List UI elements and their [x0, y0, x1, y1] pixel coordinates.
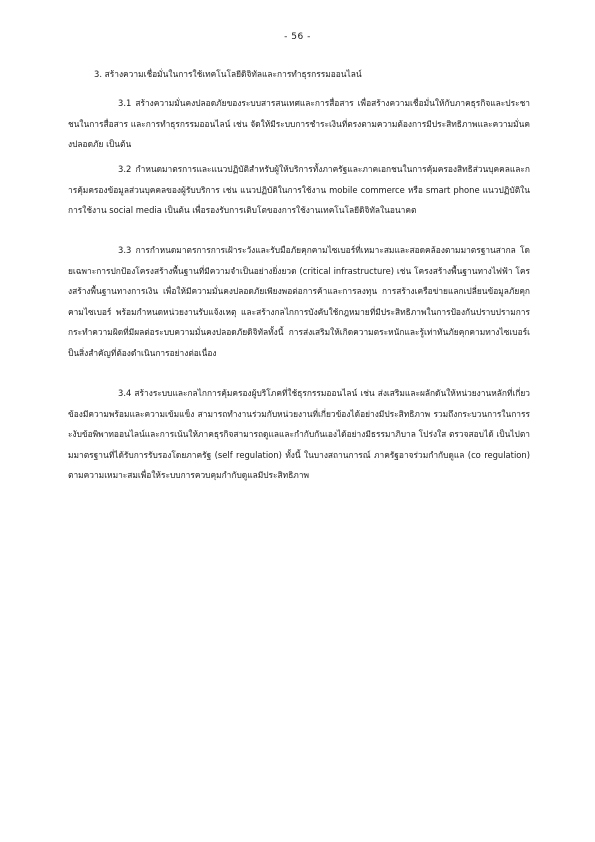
section-heading: 3. สร้างความเชื่อมั่นในการใช้เทคโนโลยีดิจิทัลและการทำธุรกรรมออนไลน์ [94, 69, 362, 79]
page-number: - 56 - [284, 32, 311, 42]
paragraph-3-4: 3.4 สร้างระบบและกลไกการคุ้มครองผู้บริโภคที่ใช้ธุรกรรมออนไลน์ เช่น ส่งเสริมและผลักดันให้หน่วยงานหลักที่เกี่ยวข้องมีความพร้อมและความเข้มแข็ง สามารถทำงานร่วมกับหน่วยงานที่เกี่ยวข้องได้อย่างมีประสิทธิภาพ รวมถึงกระบวนการในการระงับข้อพิพาทออนไลน์และการเน้นให้ภาคธุรกิจสามารถดูแลและกำกับกันเองได้อย่างมีธรรมาภิบาล โปร่งใส ตรวจสอบได้ เป็นไปตามมาตรฐานที่ได้รับการรับรองโดยภาครัฐ (self regulation) ทั้งนี้ ในบางสถานการณ์ ภาครัฐอาจร่วมกำกับดูแล (co regulation) ตามความเหมาะสมเพื่อให้ระบบการควบคุมกำกับดูแลมีประสิทธิภาพ [68, 388, 530, 481]
paragraph-3-2: 3.2 กำหนดมาตรการและแนวปฏิบัติสำหรับผู้ให้บริการทั้งภาครัฐและภาคเอกชนในการคุ้มครองสิทธิส่วนบุคคลและการคุ้มครองข้อมูลส่วนบุคคลของผู้รับบริการ เช่น แนวปฏิบัติในการใช้งาน mobile commerce หรือ smart phone แนวปฏิบัติในการใช้งาน social media เป็นต้น เพื่อรองรับการเติบโตของการใช้งานเทคโนโลยีดิจิทัลในอนาคต [68, 164, 530, 216]
paragraph-3-3: 3.3 การกำหนดมาตรการการเฝ้าระวังและรับมือภัยคุกคามไซเบอร์ที่เหมาะสมและสอดคล้องตามมาตรฐานสากล โดยเฉพาะการปกป้องโครงสร้างพื้นฐานที่มีความจำเป็นอย่างยิ่งยวด (critical infrastructure) เช่น โครงสร้างพื้นฐานทางไฟฟ้า โครงสร้างพื้นฐานทางการเงิน เพื่อให้มีความมั่นคงปลอดภัยเพียงพอต่อการค้าและการลงทุน การสร้างเครือข่ายแลกเปลี่ยนข้อมูลภัยคุกคามไซเบอร์ พร้อมกำหนดหน่วยงานรับแจ้งเหตุ และสร้างกลไกการบังคับใช้กฎหมายที่มีประสิทธิภาพในการป้องกันปราบปรามการกระทำความผิดที่มีผลต่อระบบความมั่นคงปลอดภัยดิจิทัลทั้งนี้ การส่งเสริมให้เกิดความตระหนักและรู้เท่าทันภัยคุกคามทางไซเบอร์เป็นสิ่งสำคัญที่ต้องดำเนินการอย่างต่อเนื่อง [68, 245, 530, 358]
paragraph-3-1: 3.1 สร้างความมั่นคงปลอดภัยของระบบสารสนเทศและการสื่อสาร เพื่อสร้างความเชื่อมั่นให้กับภาคธุรกิจและประชาชนในการสื่อสาร และการทำธุรกรรมออนไลน์ เช่น จัดให้มีระบบการชำระเงินที่ตรงตามความต้องการมีประสิทธิภาพและความมั่นคงปลอดภัย เป็นต้น [68, 98, 530, 150]
